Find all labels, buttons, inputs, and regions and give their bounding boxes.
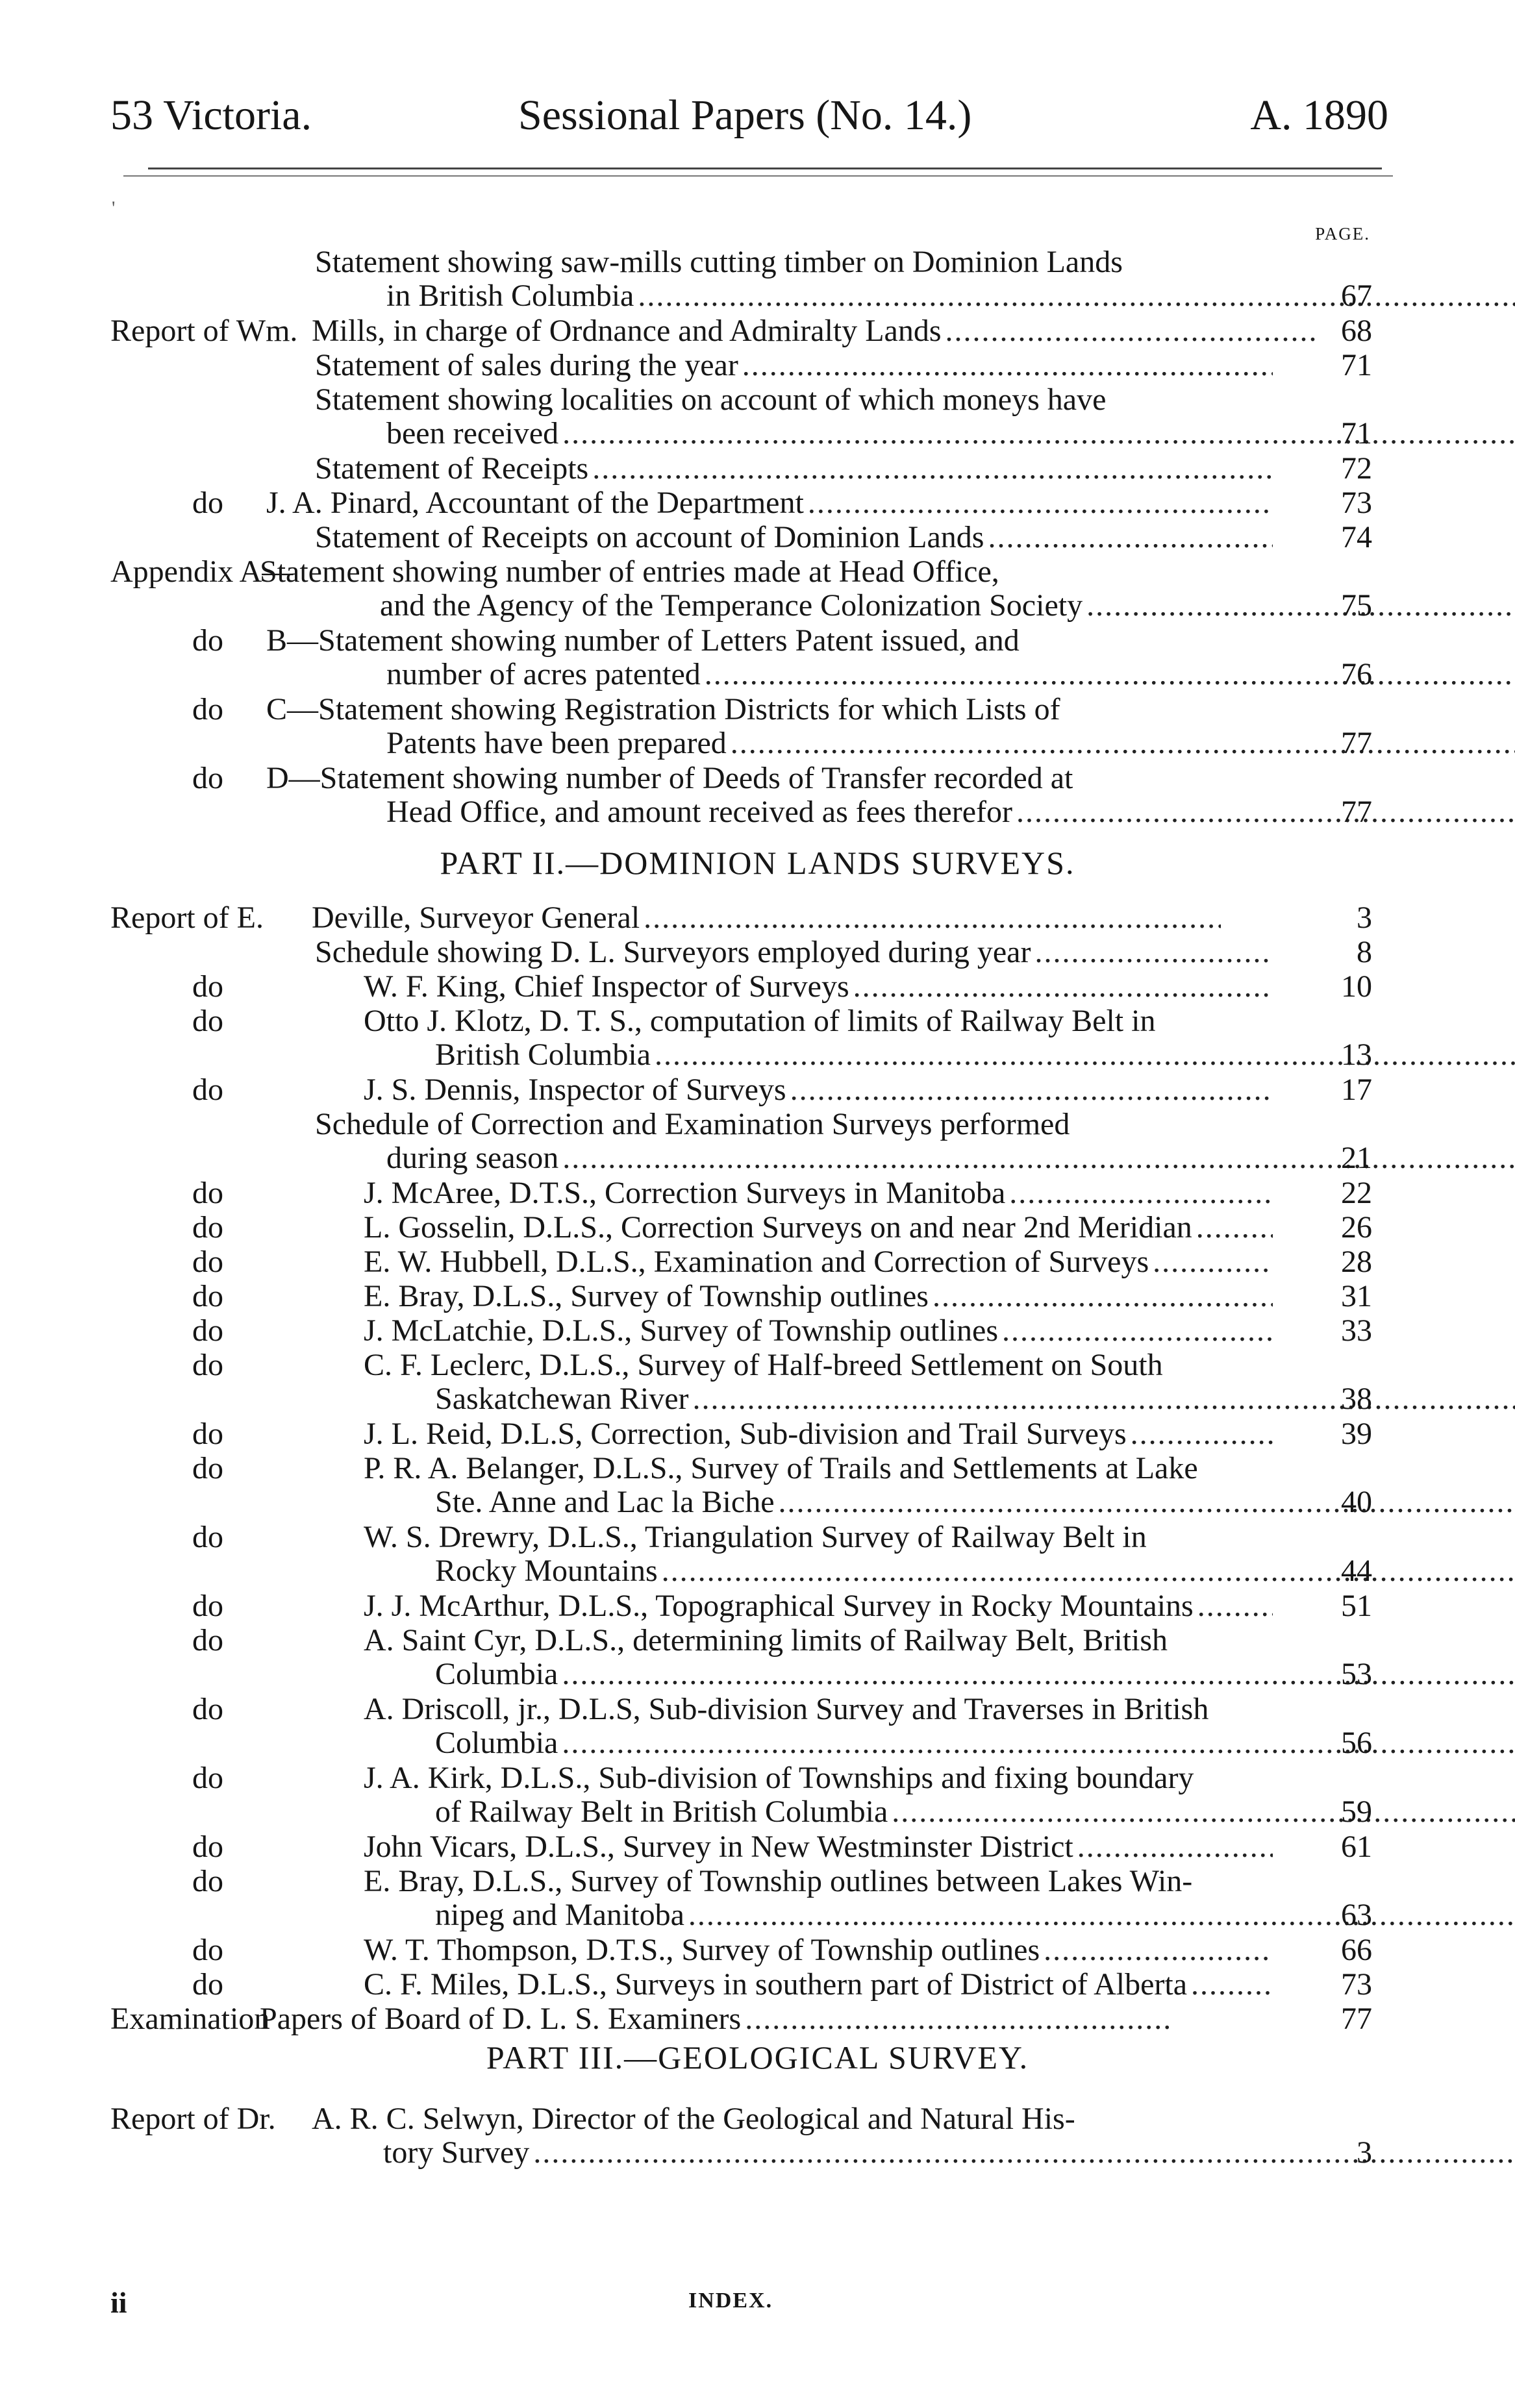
header-session: 53 Victoria. (110, 92, 312, 139)
leader-dots (662, 1554, 1515, 1588)
index-entry (0, 314, 1515, 348)
entry-line: C. F. Leclerc, D.L.S., Survey of Half-breed Settlement on South (364, 1348, 1163, 1382)
leader-dots (1196, 1211, 1273, 1245)
entry-page-number: 71 (1341, 416, 1372, 451)
entry-text (266, 624, 1273, 691)
leader-dots (1002, 1314, 1273, 1348)
entry-line: W. F. King, Chief Inspector of Surveys (364, 970, 849, 1004)
entry-page-number: 76 (1341, 657, 1372, 691)
page-header (110, 91, 1396, 149)
entry-line: J. J. McArthur, D.L.S., Topographical Survey in Rocky Mountains (364, 1589, 1194, 1623)
entry-text (315, 936, 1273, 969)
index-entry (0, 486, 1515, 520)
entry-line: J. A. Pinard, Accountant of the Department (266, 486, 804, 520)
entry-text (364, 1521, 1273, 1588)
entry-prefix: Examination (110, 2002, 270, 2036)
index-entry (0, 936, 1515, 969)
leader-dots (688, 1898, 1515, 1932)
entry-line: W. T. Thompson, D.T.S., Survey of Township outlines (364, 1933, 1040, 1967)
entry-line: B—Statement showing number of Letters Patent issued, and (266, 624, 1020, 658)
entry-prefix: do (192, 1761, 223, 1795)
leader-dots (988, 521, 1273, 554)
entry-text (312, 314, 1318, 348)
entry-line: nipeg and Manitoba (435, 1898, 684, 1932)
entry-line: Columbia (435, 1657, 558, 1691)
entry-text (315, 452, 1273, 486)
leader-dots (933, 1280, 1273, 1313)
leader-dots (808, 486, 1273, 520)
entry-text (364, 1245, 1273, 1279)
leader-dots (1153, 1245, 1273, 1279)
entry-line: number of acres patented (386, 657, 701, 691)
entry-prefix: do (192, 1520, 223, 1554)
leader-dots (638, 279, 1515, 313)
entry-prefix: do (192, 1417, 223, 1451)
entry-prefix: Appendix A— (110, 554, 294, 589)
leader-dots (644, 901, 1221, 935)
entry-text (364, 1933, 1273, 1967)
print-mark: ' (112, 197, 116, 219)
entry-line: D—Statement showing number of Deeds of Transfer recorded at (266, 762, 1073, 795)
entry-line: A. R. C. Selwyn, Director of the Geological and Natural His- (312, 2102, 1075, 2136)
entry-page-number: 77 (1341, 2002, 1372, 2036)
entry-text (364, 1693, 1273, 1760)
entry-line: in British Columbia (386, 279, 634, 313)
page-number: ii (110, 2286, 127, 2319)
leader-dots (1077, 1830, 1273, 1864)
index-entry (0, 2002, 1515, 2036)
entry-line: been received (386, 416, 559, 451)
header-rule (148, 168, 1382, 169)
entry-line: E. Bray, D.L.S., Survey of Township outlines (364, 1280, 929, 1313)
entry-line: W. S. Drewry, D.L.S., Triangulation Survey of Railway Belt in (364, 1521, 1147, 1554)
entry-line: tory Survey (383, 2135, 530, 2170)
entry-prefix: do (192, 1004, 223, 1038)
entry-line: J. A. Kirk, D.L.S., Sub-division of Townships and fixing boundary (364, 1761, 1194, 1795)
entry-line: J. L. Reid, D.L.S, Correction, Sub-division and Trail Surveys (364, 1417, 1127, 1451)
entry-page-number: 40 (1341, 1485, 1372, 1519)
entry-text (364, 1865, 1273, 1932)
entry-page-number: 73 (1341, 1967, 1372, 2002)
index-entry (0, 1245, 1515, 1279)
entry-prefix: do (192, 1348, 223, 1382)
entry-text (266, 486, 1273, 520)
entry-line: Statement showing localities on account of which moneys have (315, 383, 1107, 417)
entry-line: E. W. Hubbell, D.L.S., Examination and Correction of Surveys (364, 1245, 1149, 1279)
entry-page-number: 22 (1341, 1176, 1372, 1210)
entry-text (364, 1211, 1273, 1245)
entry-text (364, 1452, 1273, 1519)
entry-prefix: do (192, 486, 223, 520)
entry-prefix: do (192, 1451, 223, 1485)
leader-dots (1034, 936, 1273, 969)
entry-text (315, 521, 1273, 554)
leader-dots (790, 1073, 1273, 1107)
entry-text (364, 1176, 1273, 1210)
entry-page-number: 17 (1341, 1073, 1372, 1107)
entry-page-number: 68 (1341, 314, 1372, 348)
index-entry (0, 1968, 1515, 2002)
entry-page-number: 13 (1341, 1037, 1372, 1072)
entry-text (364, 1417, 1273, 1451)
entry-line: C—Statement showing Registration Districts for which Lists of (266, 693, 1060, 726)
entry-prefix: do (192, 623, 223, 658)
entry-page-number: 73 (1341, 486, 1372, 520)
index-entry (0, 1830, 1515, 1864)
entry-page-number: 56 (1341, 1726, 1372, 1760)
leader-dots (731, 726, 1515, 760)
entry-text (315, 349, 1273, 382)
entry-text (364, 970, 1273, 1004)
entry-text (266, 762, 1273, 829)
entry-line: Saskatchewan River (435, 1382, 689, 1416)
entry-prefix: do (192, 1313, 223, 1348)
entry-line: L. Gosselin, D.L.S., Correction Surveys on and near 2nd Meridian (364, 1211, 1192, 1245)
entry-page-number: 10 (1341, 969, 1372, 1004)
entry-line: Rocky Mountains (435, 1554, 658, 1588)
entry-line: Statement showing number of entries made at Head Office, (260, 555, 999, 589)
entry-text (364, 1830, 1273, 1864)
entry-prefix: do (192, 1279, 223, 1313)
entry-prefix: do (192, 1692, 223, 1726)
leader-dots (779, 1485, 1515, 1519)
leader-dots (892, 1794, 1515, 1829)
footer-title: INDEX. (688, 2289, 773, 2313)
entry-page-number: 72 (1341, 451, 1372, 486)
entry-page-number: 38 (1341, 1382, 1372, 1416)
index-entry (0, 1624, 1515, 1691)
entry-line: A. Saint Cyr, D.L.S., determining limits of Railway Belt, British (364, 1624, 1168, 1657)
entry-line: Papers of Board of D. L. S. Examiners (260, 2002, 742, 2036)
entry-text (315, 383, 1273, 451)
leader-dots (745, 2002, 1169, 2036)
entry-prefix: do (192, 1210, 223, 1245)
entry-page-number: 51 (1341, 1589, 1372, 1623)
index-entry (0, 1693, 1515, 1760)
entry-prefix: Report of Dr. (110, 2102, 276, 2136)
index-entry (0, 452, 1515, 486)
entry-line: Statement of Receipts on account of Dominion Lands (315, 521, 984, 554)
entry-page-number: 3 (1357, 2135, 1372, 2170)
entry-page-number: 21 (1341, 1141, 1372, 1175)
leader-dots (742, 349, 1273, 382)
leader-dots (1191, 1968, 1273, 2002)
entry-page-number: 77 (1341, 795, 1372, 829)
index-entry (0, 624, 1515, 691)
page-column-label: PAGE. (1315, 224, 1370, 243)
index-entry (0, 970, 1515, 1004)
entry-line: C. F. Miles, D.L.S., Surveys in southern part of District of Alberta (364, 1968, 1188, 2002)
entry-text (364, 1280, 1273, 1313)
entry-prefix: Report of Wm. (110, 314, 298, 348)
leader-dots (693, 1382, 1515, 1416)
entry-text (364, 1004, 1273, 1072)
index-entry (0, 1865, 1515, 1932)
leader-dots (945, 314, 1318, 348)
entry-line: Otto J. Klotz, D. T. S., computation of limits of Railway Belt in (364, 1004, 1156, 1038)
entry-page-number: 61 (1341, 1830, 1372, 1864)
part3-heading: PART III.—GEOLOGICAL SURVEY. (486, 2039, 1029, 2076)
entry-text (260, 2002, 1169, 2036)
index-entry (0, 1348, 1515, 1416)
entry-page-number: 39 (1341, 1417, 1372, 1451)
entry-text (364, 1073, 1273, 1107)
entry-text (364, 1314, 1273, 1348)
entry-page-number: 31 (1341, 1279, 1372, 1313)
index-entry (0, 762, 1515, 829)
entry-line: E. Bray, D.L.S., Survey of Township outlines between Lakes Win- (364, 1865, 1193, 1898)
entry-line: British Columbia (435, 1037, 651, 1072)
entry-text (266, 693, 1273, 760)
entry-line: Statement of Receipts (315, 452, 589, 486)
entry-page-number: 74 (1341, 520, 1372, 554)
index-entry (0, 2102, 1515, 2170)
entry-prefix: do (192, 1073, 223, 1107)
entry-line: Patents have been prepared (386, 726, 727, 760)
entry-line: Mills, in charge of Ordnance and Admiralty Lands (312, 314, 942, 348)
entry-prefix: do (192, 969, 223, 1004)
entry-prefix: do (192, 1245, 223, 1279)
entry-line: Statement showing saw-mills cutting timber on Dominion Lands (315, 245, 1123, 279)
leader-dots (1016, 795, 1515, 829)
entry-text (312, 901, 1221, 935)
entry-page-number: 66 (1341, 1933, 1372, 1967)
index-entry (0, 1314, 1515, 1348)
index-entry (0, 1176, 1515, 1210)
index-entry (0, 1108, 1515, 1175)
leader-dots (655, 1037, 1515, 1072)
header-rule-secondary (123, 175, 1393, 177)
index-entry (0, 693, 1515, 760)
entry-text (364, 1589, 1273, 1623)
entry-page-number: 44 (1341, 1554, 1372, 1588)
entry-page-number: 3 (1357, 900, 1372, 935)
entry-line: A. Driscoll, jr., D.L.S, Sub-division Survey and Traverses in British (364, 1693, 1209, 1726)
entry-line: of Railway Belt in British Columbia (435, 1794, 888, 1829)
index-entry (0, 1004, 1515, 1072)
index-entry (0, 1521, 1515, 1588)
leader-dots (705, 657, 1515, 691)
entry-prefix: do (192, 1623, 223, 1657)
entry-page-number: 53 (1341, 1657, 1372, 1691)
entry-line: Statement of sales during the year (315, 349, 738, 382)
entry-prefix: do (192, 1830, 223, 1864)
entry-page-number: 75 (1341, 588, 1372, 623)
entry-line: during season (386, 1141, 559, 1175)
entry-line: Deville, Surveyor General (312, 901, 640, 935)
leader-dots (592, 452, 1273, 486)
entry-page-number: 33 (1341, 1313, 1372, 1348)
index-entry (0, 1933, 1515, 1967)
index-entry (0, 1417, 1515, 1451)
leader-dots (853, 970, 1273, 1004)
entry-page-number: 63 (1341, 1898, 1372, 1932)
entry-text (364, 1761, 1273, 1829)
entry-line: Schedule showing D. L. Surveyors employed during year (315, 936, 1031, 969)
entry-text (364, 1624, 1273, 1691)
index-entry (0, 555, 1515, 623)
entry-page-number: 59 (1341, 1794, 1372, 1829)
entry-line: J. McAree, D.T.S., Correction Surveys in Manitoba (364, 1176, 1006, 1210)
entry-line: John Vicars, D.L.S., Survey in New Westminster District (364, 1830, 1073, 1864)
entry-prefix: do (192, 1864, 223, 1898)
part2-heading: PART II.—DOMINION LANDS SURVEYS. (440, 845, 1075, 881)
entry-prefix: do (192, 761, 223, 795)
leader-dots (1044, 1933, 1273, 1967)
entry-page-number: 28 (1341, 1245, 1372, 1279)
entry-prefix: do (192, 1933, 223, 1967)
index-entry (0, 349, 1515, 382)
entry-text (364, 1348, 1273, 1416)
entry-prefix: do (192, 1967, 223, 2002)
entry-page-number: 8 (1357, 935, 1372, 969)
entry-page-number: 67 (1341, 279, 1372, 313)
entry-page-number: 26 (1341, 1210, 1372, 1245)
entry-prefix: do (192, 1589, 223, 1623)
index-entry (0, 1761, 1515, 1829)
header-year: A. 1890 (1250, 92, 1388, 139)
index-entry (0, 1211, 1515, 1245)
entry-prefix: do (192, 1176, 223, 1210)
index-entry (0, 1280, 1515, 1313)
index-entry (0, 1589, 1515, 1623)
entry-text (260, 555, 1266, 623)
entry-line: J. McLatchie, D.L.S., Survey of Township outlines (364, 1314, 998, 1348)
index-entry (0, 383, 1515, 451)
entry-line: and the Agency of the Temperance Colonization Society (380, 588, 1083, 623)
leader-dots (1197, 1589, 1273, 1623)
entry-text (315, 1108, 1273, 1175)
index-entry (0, 901, 1515, 935)
entry-prefix: do (192, 692, 223, 726)
entry-line: J. S. Dennis, Inspector of Surveys (364, 1073, 786, 1107)
entry-text (315, 245, 1273, 313)
entry-prefix: Report of E. (110, 900, 264, 935)
index-entry (0, 1452, 1515, 1519)
header-title: Sessional Papers (No. 14.) (518, 92, 972, 139)
entry-page-number: 77 (1341, 726, 1372, 760)
entry-line: Columbia (435, 1726, 558, 1760)
leader-dots (1131, 1417, 1273, 1451)
leader-dots (1009, 1176, 1273, 1210)
entry-line: Schedule of Correction and Examination Surveys performed (315, 1108, 1070, 1141)
entry-text (364, 1968, 1273, 2002)
entry-line: Head Office, and amount received as fees therefor (386, 795, 1012, 829)
index-entry (0, 1073, 1515, 1107)
entry-line: P. R. A. Belanger, D.L.S., Survey of Trails and Settlements at Lake (364, 1452, 1198, 1485)
entry-line: Ste. Anne and Lac la Biche (435, 1485, 775, 1519)
index-entry (0, 521, 1515, 554)
index-entry (0, 245, 1515, 313)
entry-text (312, 2102, 1221, 2170)
entry-page-number: 71 (1341, 348, 1372, 382)
